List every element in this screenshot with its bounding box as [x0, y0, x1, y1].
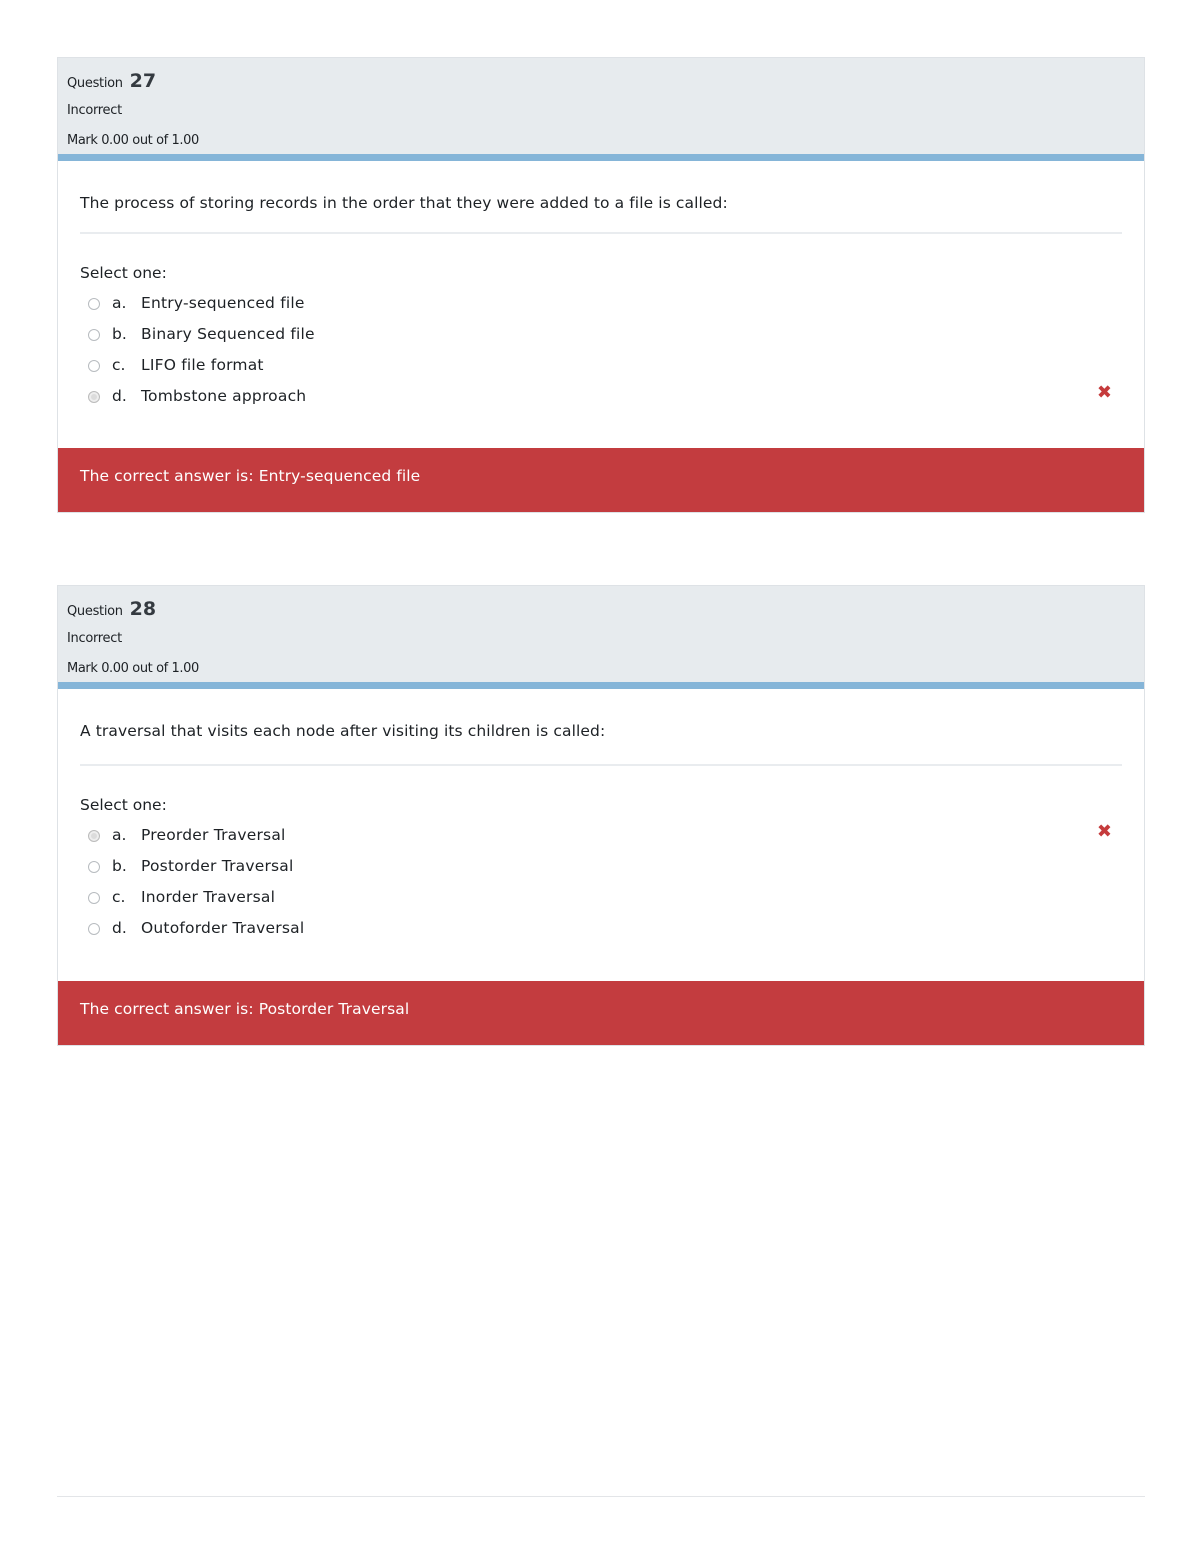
correct-answer-feedback: The correct answer is: Postorder Traversal	[58, 981, 1144, 1045]
select-one-prompt: Select one:	[80, 796, 167, 814]
option-text: Binary Sequenced file	[141, 325, 315, 343]
question-state: Incorrect	[67, 631, 122, 646]
incorrect-icon: ✖	[1096, 381, 1112, 403]
question-info	[58, 586, 1144, 689]
option-letter: d.	[112, 387, 127, 405]
option-text: Entry-sequenced file	[141, 294, 305, 312]
question-state: Incorrect	[67, 103, 122, 118]
question-28	[57, 585, 1145, 1046]
radio-button[interactable]	[88, 329, 100, 341]
answer-option-a[interactable]	[88, 820, 1122, 851]
question-text: A traversal that visits each node after visiting its children is called:	[80, 689, 1122, 766]
question-text: The process of storing records in the order that they were added to a file is called:	[80, 161, 1122, 234]
radio-button[interactable]	[88, 298, 100, 310]
option-letter: b.	[112, 325, 127, 343]
answer-option-d[interactable]	[88, 913, 1122, 944]
select-one-prompt: Select one:	[80, 264, 167, 282]
question-label: Question	[67, 76, 123, 91]
answer-option-b[interactable]	[88, 851, 1122, 882]
answer-option-b[interactable]	[88, 319, 1122, 350]
radio-button[interactable]	[88, 360, 100, 372]
answer-option-c[interactable]	[88, 350, 1122, 381]
question-grade: Mark 0.00 out of 1.00	[67, 661, 199, 676]
option-letter: d.	[112, 919, 127, 937]
answer-options	[80, 288, 1122, 412]
incorrect-icon: ✖	[1096, 820, 1112, 842]
question-number	[67, 66, 1135, 96]
question-content	[58, 689, 1144, 981]
option-text: Outoforder Traversal	[141, 919, 305, 937]
question-label: Question	[67, 604, 123, 619]
option-text: Tombstone approach	[141, 387, 307, 405]
question-number	[67, 594, 1135, 624]
option-text: Inorder Traversal	[141, 888, 276, 906]
option-text: Postorder Traversal	[141, 857, 294, 875]
question-27	[57, 57, 1145, 513]
radio-button[interactable]	[88, 861, 100, 873]
correct-answer-feedback: The correct answer is: Entry-sequenced file	[58, 448, 1144, 512]
question-number-value: 28	[129, 598, 157, 620]
option-letter: a.	[112, 294, 127, 312]
option-letter: c.	[112, 888, 126, 906]
option-text: LIFO file format	[141, 356, 264, 374]
radio-button-selected[interactable]	[88, 391, 100, 403]
radio-button-selected[interactable]	[88, 830, 100, 842]
question-info	[58, 58, 1144, 161]
answer-option-d[interactable]	[88, 381, 1122, 412]
radio-button[interactable]	[88, 923, 100, 935]
question-number-value: 27	[129, 70, 157, 92]
option-letter: c.	[112, 356, 126, 374]
option-letter: b.	[112, 857, 127, 875]
answer-option-c[interactable]	[88, 882, 1122, 913]
answer-options	[80, 820, 1122, 944]
radio-button[interactable]	[88, 892, 100, 904]
question-grade: Mark 0.00 out of 1.00	[67, 133, 199, 148]
answer-option-a[interactable]	[88, 288, 1122, 319]
question-content	[58, 161, 1144, 448]
option-letter: a.	[112, 826, 127, 844]
option-text: Preorder Traversal	[141, 826, 286, 844]
page-footer-divider	[57, 1496, 1145, 1497]
